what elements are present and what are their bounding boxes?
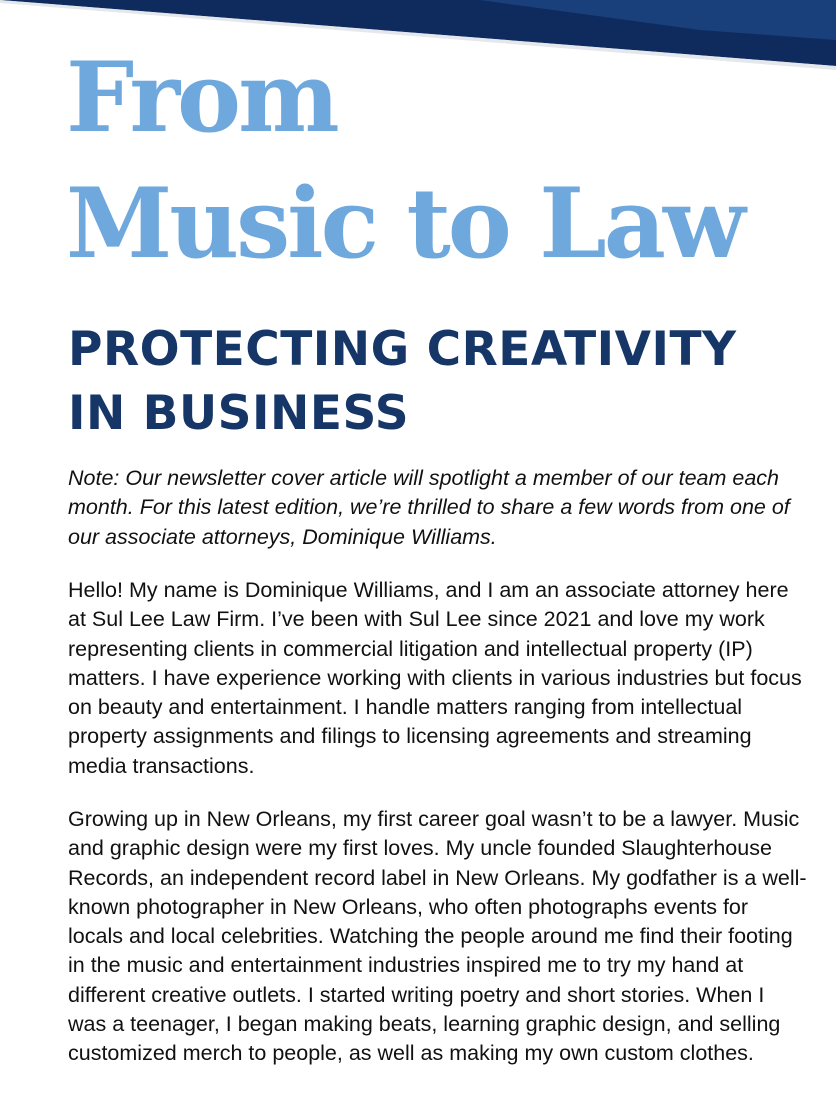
editor-note: Note: Our newsletter cover article will spotlight a member of our team each month. For this latest edition, we’re thrilled to share a few words from one of our associate attorneys, Dominique Williams. xyxy=(68,466,790,549)
article-title-line-2: Music to Law xyxy=(66,167,743,280)
article-title-line-1: From xyxy=(66,41,337,154)
body-paragraph-1: Hello! My name is Dominique Williams, and I am an associate attorney here at Sul Lee Law Firm. I’ve been with Sul Lee since 2021 and love my work representing clients in commercial litigation and intellectual property (IP) matters. I have experience working with clients in various industries but focus on beauty and entertainment. I handle matters ranging from intellectual property assignments and filings to licensing agreements and streaming media transactions. xyxy=(68,578,802,778)
body-paragraph-2: Growing up in New Orleans, my first career goal wasn’t to be a lawyer. Music and graphic design were my first loves. My uncle founded Slaughterhouse Records, an independent record label in New Orleans. My godfather is a well-known photographer in New Orleans, who often photographs events for locals and local celebrities. Watching the people around me find their footing in the music and entertainment industries inspired me to try my hand at different creative outlets. I started writing poetry and short stories. When I was a teenager, I began making beats, learning graphic design, and selling customized merch to people, as well as making my own custom clothes. xyxy=(68,807,807,1066)
article-subtitle: PROTECTING CREATIVITY IN BUSINESS xyxy=(68,322,737,441)
